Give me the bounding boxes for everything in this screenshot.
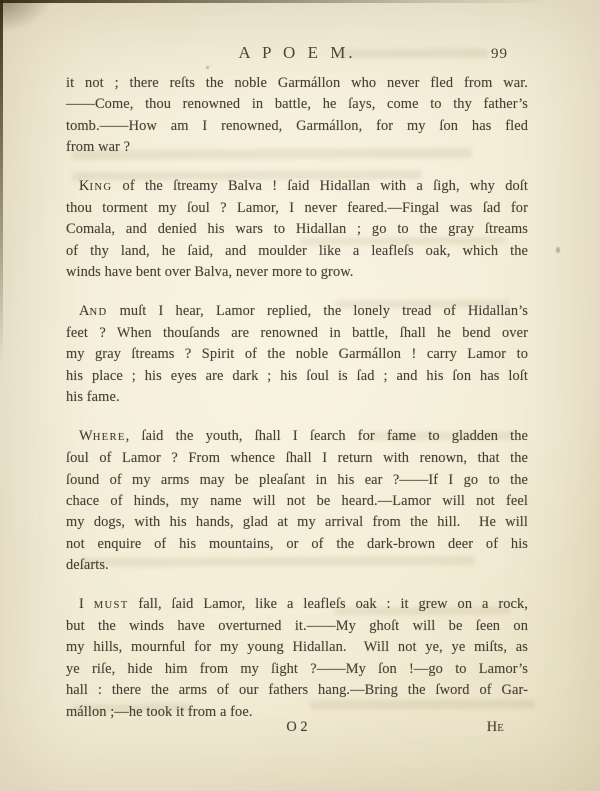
- paragraph-lead: W: [79, 427, 93, 444]
- paragraph-1: [66, 73, 528, 159]
- text-line: tomb.——How am I renowned, Garmállon, for my ſon has fled: [66, 117, 528, 134]
- text-line: [66, 594, 528, 616]
- text-line: my dogs, with his hands, glad at my arrival from the hill. He will: [66, 514, 528, 531]
- paragraph-lead: A: [79, 302, 90, 319]
- page-heading: A P O E M.: [238, 43, 356, 62]
- text-line: [66, 426, 528, 448]
- catchword-smallcaps: E: [497, 723, 505, 734]
- paragraph-lead-smallcaps: ING: [89, 181, 113, 193]
- text-line: from war ?: [66, 139, 131, 156]
- paragraph-3: [66, 301, 528, 409]
- paragraph-5: [66, 594, 528, 723]
- text-line: my gray ſtreams ? Spirit of the noble Garmállon ! carry Lamor to: [66, 346, 528, 363]
- text-line-rest: , ſaid the youth, ſhall I ſearch for fame to gladden the: [125, 427, 528, 444]
- scan-corner-shade: [0, 0, 54, 34]
- text-line: his place ; his eyes are dark ; his ſoul is ſad ; and his ſon has loſt: [66, 367, 528, 384]
- text-block: [66, 73, 528, 723]
- text-line-rest: muſt I hear, Lamor replied, the lonely tread of Hidallan’s: [107, 302, 528, 319]
- text-line: not enquire of his mountains, or of the dark-brown deer of his: [66, 535, 528, 552]
- text-line: chace of hinds, my name will not be heard.—Lamor will not feel: [66, 492, 528, 509]
- catchword: [487, 719, 505, 736]
- text-line: feet ? When thouſands are renowned in battle, ſhall he bend over: [66, 325, 528, 342]
- catchword-lead: H: [486, 719, 498, 735]
- text-line: ſound of my arms may be pleaſant in his ear ?——If I go to the: [66, 471, 528, 488]
- paragraph-2: [66, 176, 528, 284]
- text-line: thou torment my ſoul ? Lamor, I never feared.—Fingal was ſad for: [66, 200, 528, 217]
- text-line: [66, 301, 528, 323]
- ink-speck: [556, 247, 560, 253]
- scan-edge-left: [0, 0, 3, 364]
- paragraph-4: [66, 426, 528, 577]
- paragraph-lead-smallcaps: HERE: [92, 431, 126, 443]
- text-line: winds have bent over Balva, never more to grow.: [66, 264, 354, 281]
- text-line: his fame.: [66, 389, 120, 406]
- running-head: [66, 43, 528, 63]
- text-line: ſoul of Lamor ? From whence ſhall I return with renown, that the: [66, 450, 528, 467]
- text-line: hall : there the arms of our fathers hang.—Bring the ſword of Gar-: [66, 682, 528, 699]
- scan-edge-top: [0, 0, 600, 3]
- paragraph-lead-smallcaps: MUST: [93, 599, 129, 611]
- text-line: [66, 176, 528, 198]
- text-line: ——Come, thou renowned in battle, he ſays, come to thy father’s: [66, 96, 528, 113]
- text-line: it not ; there reſts the noble Garmállon who never fled from war.: [66, 75, 528, 91]
- ink-speck: [206, 66, 209, 69]
- page-number: 99: [491, 46, 508, 62]
- paragraph-lead-smallcaps: ND: [89, 306, 108, 318]
- text-line: ye riſe, hide him from my ſight ?——My ſon !—go to Lamor’s: [66, 660, 528, 677]
- text-line: mállon ;—he took it from a foe.: [66, 703, 253, 720]
- text-line-rest: fall, ſaid Lamor, like a leafleſs oak : it grew on a rock,: [128, 595, 528, 612]
- text-line: but the winds have overturned it.——My ghoſt will be ſeen on: [66, 617, 528, 634]
- paragraph-lead: K: [79, 177, 90, 194]
- signature-mark: O 2: [286, 719, 308, 735]
- text-line-rest: of the ſtreamy Balva ! ſaid Hidallan with a ſigh, why doſt: [112, 177, 528, 194]
- text-line: of thy land, he ſaid, and moulder like a leafleſs oak, which the: [66, 242, 528, 259]
- paragraph-lead: I: [79, 595, 94, 612]
- text-line: Comala, and denied his wars to Hidallan ; go to the gray ſtreams: [66, 221, 528, 238]
- text-line: deſarts.: [66, 557, 109, 574]
- text-line: my hills, mournful for my young Hidallan. Will not ye, ye miſts, as: [66, 639, 528, 656]
